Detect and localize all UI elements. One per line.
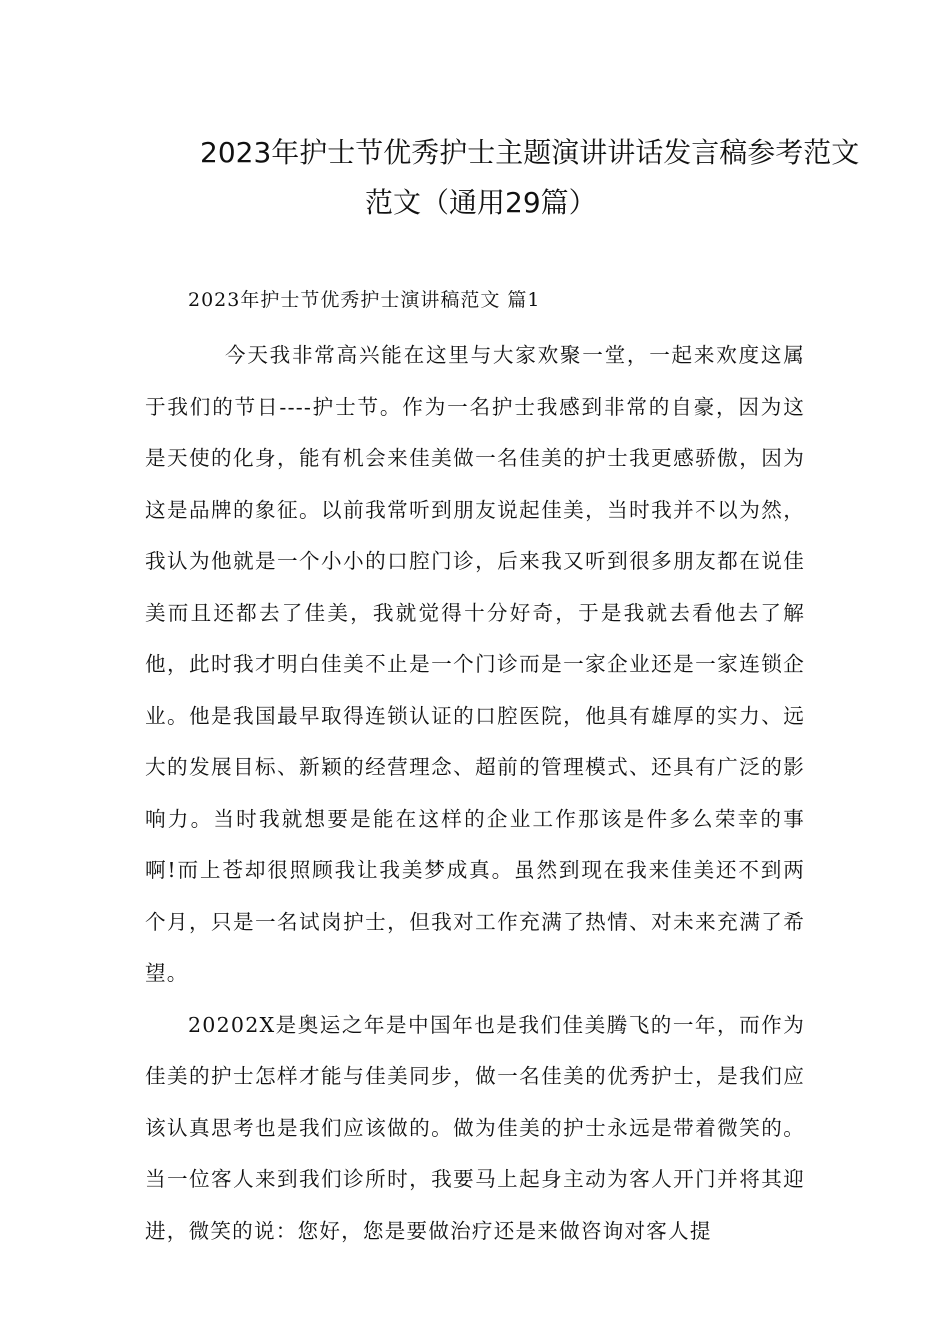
document-title <box>145 128 860 228</box>
title-line-2: 范文（通用29篇） <box>365 186 597 219</box>
title-line-1: 2023年护士节优秀护士主题演讲讲话发言稿参考范文 <box>200 136 860 169</box>
paragraph-2: 20202X是奥运之年是中国年也是我们佳美腾飞的一年，而作为佳美的护士怎样才能与佳美同步，做一名佳美的优秀护士，是我们应该认真思考也是我们应该做的。做为佳美的护士永远是带着微笑的。当一位客人来到我们诊所时，我要马上起身主动为客人开门并将其迎进，微笑的说：您好，您是要做治疗还是来做咨询对客人提 <box>145 1012 805 1243</box>
paragraph-1: 今天我非常高兴能在这里与大家欢聚一堂，一起来欢度这属于我们的节日----护士节。作为一名护士我感到非常的自豪，因为这是天使的化身，能有机会来佳美做一名佳美的护士我更感骄傲，因为这是品牌的象征。以前我常听到朋友说起佳美，当时我并不以为然，我认为他就是一个小小的口腔门诊，后来我又听到很多朋友都在说佳美而且还都去了佳美，我就觉得十分好奇，于是我就去看他去了解他，此时我才明白佳美不止是一个门诊而是一家企业还是一家连锁企业。他是我国最早取得连锁认证的口腔医院，他具有雄厚的实力、远大的发展目标、新颖的经营理念、超前的管理模式、还具有广泛的影响力。当时我就想要是能在这样的企业工作那该是件多么荣幸的事啊!而上苍却很照顾我让我美梦成真。虽然到现在我来佳美还不到两个月，只是一名试岗护士，但我对工作充满了热情、对未来充满了希望。 <box>145 343 805 985</box>
document-body <box>145 330 805 1257</box>
section-heading: 2023年护士节优秀护士演讲稿范文 篇1 <box>188 289 541 311</box>
